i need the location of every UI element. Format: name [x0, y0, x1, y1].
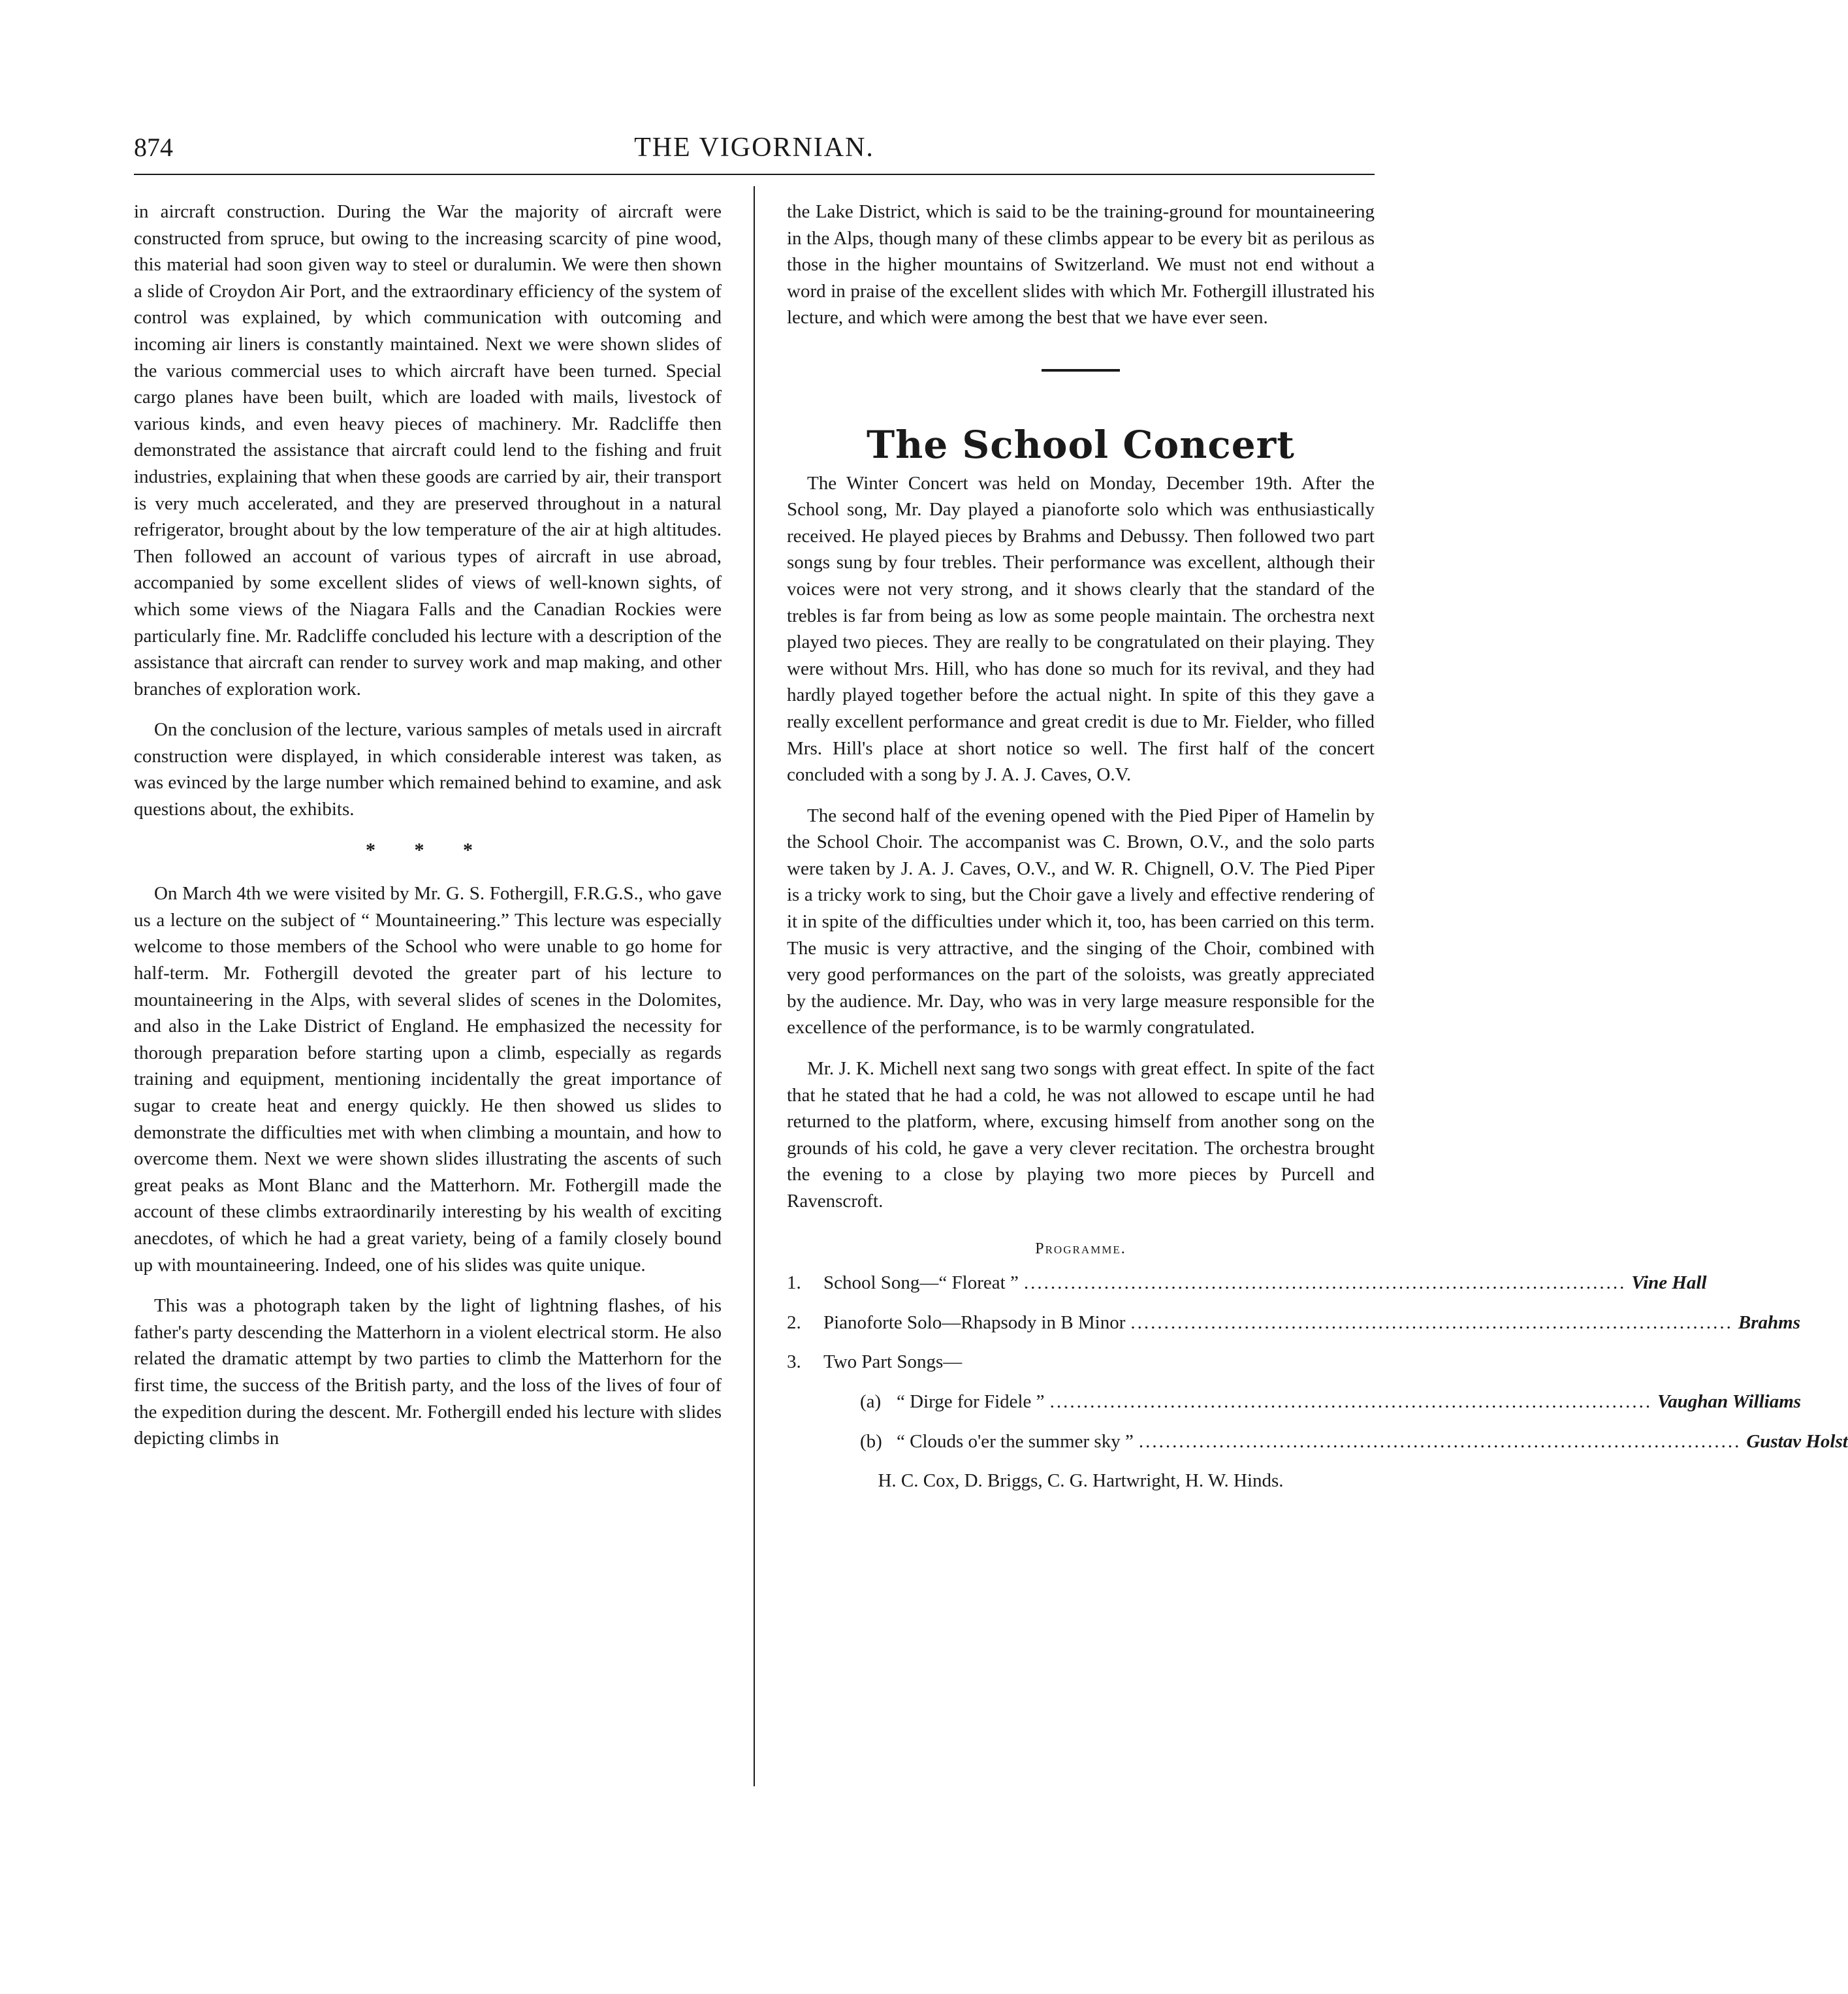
programme-item-composer: Vine Hall: [1631, 1272, 1707, 1294]
page-number: 874: [134, 133, 173, 162]
dot-leader: ..........................................................................................: [1138, 1430, 1742, 1452]
right-column: [787, 199, 1848, 1494]
asterisk-separator: * * *: [366, 839, 490, 861]
left-column: [134, 199, 722, 1466]
paragraph: This was a photograph taken by the light of lightning flashes, of his father's party descending the Matterhorn in a violent electrical storm. He also related the dramatic attempt by two parties to climb the Matterhorn for the first time, the success of the British party, and the loss of the lives of four of the expedition during the descent. Mr. Fothergill ended his lecture with slides depicting climbs in: [134, 1295, 722, 1449]
paragraph: On the conclusion of the lecture, various samples of metals used in aircraft construction were displayed, in which considerable interest was taken, as was evinced by the large number which remained behind to examine, and ask questions about, the exhibits.: [134, 719, 722, 820]
programme-subitem-title: “ Dirge for Fidele ”: [897, 1391, 1045, 1412]
programme-item-composer: Brahms: [1738, 1311, 1800, 1333]
programme-subitem-composer: Vaughan Williams: [1657, 1391, 1802, 1412]
programme-item: [787, 1270, 1707, 1296]
programme-item-number: 3.: [787, 1351, 801, 1373]
paragraph: the Lake District, which is said to be the training-ground for mountaineering in the Alps, though many of these climbs appear to be every bit as perilous as those in the higher mountains of Switzerland. We must not end without a word in praise of the excellent slides with which Mr. Fothergill illustrated his lecture, and which were among the best that we have ever seen.: [787, 201, 1375, 329]
programme-item-number: 2.: [787, 1311, 801, 1333]
column-divider: [754, 186, 755, 1786]
section-break-rule: [1042, 369, 1120, 372]
programme-subitem-title: “ Clouds o'er the summer sky ”: [897, 1430, 1134, 1452]
programme-item-title: Two Part Songs—: [823, 1351, 963, 1373]
programme-item: [787, 1349, 1375, 1375]
programme-subitem: [860, 1428, 1848, 1455]
dot-leader: ..........................................................................................: [1049, 1391, 1653, 1412]
programme-title: Programme.: [1035, 1240, 1126, 1257]
programme-item-title: Pianoforte Solo—Rhapsody in B Minor: [823, 1311, 1126, 1333]
header-rule: [134, 174, 1375, 175]
programme-item-title: School Song—“ Floreat ”: [823, 1272, 1019, 1294]
paragraph: in aircraft construction. During the War the majority of aircraft were constructed from spruce, but owing to the increasing scarcity of pine wood, this material had soon given way to steel or duralumin. We were then shown a slide of Croydon Air Port, and the extraordinary efficiency of the system of control was explained, by which communication with outcoming and incoming air liners is constantly maintained. Next we were shown slides of the various commercial uses to which aircraft have been turned. Special cargo planes have been built, which are loaded with mails, livestock of various kinds, and even heavy pieces of machinery. Mr. Radcliffe then demonstrated the assistance that aircraft could lend to the fishing and fruit industries, explaining that when these goods are carried by air, their transport is very much accelerated, and they are preserved throughout in a natural refrigerator, brought about by the low temperature of the air at high altitudes. Then followed an account of various types of aircraft in use abroad, accompanied by some excellent slides of views of well-known sights, of which some views of the Niagara Falls and the Canadian Rockies were particularly fine. Mr. Radcliffe concluded his lecture with a description of the assistance that aircraft can render to survey work and map making, and other branches of exploration work.: [134, 201, 722, 700]
paragraph: The Winter Concert was held on Monday, December 19th. After the School song, Mr. Day played a pianoforte solo which was enthusiastically received. He played pieces by Brahms and Debussy. Then followed two part songs sung by four trebles. Their performance was excellent, although their voices were not very strong, and it shows clearly that the standard of the trebles is far from being as low as some people maintain. The orchestra next played two pieces. They are really to be congratulated on their playing. They were without Mrs. Hill, who has done so much for its revival, and they had hardly played together before the actual night. In spite of this they gave a really excellent performance and great credit is due to Mr. Fielder, who filled Mrs. Hill's place at short notice so well. The first half of the concert concluded with a song by J. A. J. Caves, O.V.: [787, 472, 1375, 786]
programme-subitem: [860, 1389, 1802, 1415]
running-title: THE VIGORNIAN.: [634, 133, 874, 163]
programme-subitem-label: (b): [860, 1430, 882, 1452]
programme-subitem-composer: Gustav Holst: [1746, 1430, 1848, 1452]
paragraph: Mr. J. K. Michell next sang two songs with great effect. In spite of the fact that he stated that he had a cold, he was not allowed to escape until he had returned to the platform, where, excusing himself from another song on the grounds of his cold, he gave a very clever recitation. The orchestra brought the evening to a close by playing two more pieces by Purcell and Ravenscroft.: [787, 1058, 1375, 1212]
programme-subitem-label: (a): [860, 1391, 882, 1412]
dot-leader: ..........................................................................................: [1130, 1311, 1733, 1333]
programme-item-number: 1.: [787, 1272, 801, 1294]
paragraph: The second half of the evening opened with the Pied Piper of Hamelin by the School Choir. The accompanist was C. Brown, O.V., and the solo parts were taken by J. A. J. Caves, O.V., and W. R. Chignell, O.V. The Pied Piper is a tricky work to sing, but the Choir gave a lively and effective rendering of it in spite of the difficulties under which it, too, has been carried on this term. The music is very attractive, and the singing of the Choir, combined with very good performances on the part of the soloists, was greatly appreciated by the audience. Mr. Day, who was in very large measure responsible for the excellence of the performance, is to be warmly congratulated.: [787, 805, 1375, 1038]
dot-leader: ..........................................................................................: [1023, 1272, 1627, 1294]
programme-performers: H. C. Cox, D. Briggs, C. G. Hartwright, H. W. Hinds.: [878, 1470, 1284, 1492]
programme-item: [787, 1310, 1800, 1336]
page-header: [134, 128, 1375, 167]
section-title: The School Concert: [867, 422, 1295, 467]
paragraph: On March 4th we were visited by Mr. G. S. Fothergill, F.R.G.S., who gave us a lecture on the subject of “ Mountaineering.” This lecture was especially welcome to those members of the School who were unable to go home for half-term. Mr. Fothergill devoted the greater part of his lecture to mountaineering in the Alps, with several slides of scenes in the Dolomites, and also in the Lake District of England. He emphasized the necessity for thorough preparation before starting upon a climb, especially as regards training and equipment, mentioning incidentally the great importance of sugar to create heat and energy quickly. He then showed us slides to demonstrate the difficulties met with when climbing a mountain, and how to overcome them. Next we were shown slides illustrating the ascents of such great peaks as Mont Blanc and the Matterhorn. Mr. Fothergill made the account of these climbs extraordinarily interesting by his wealth of exciting anecdotes, of which he had a great variety, being of a family closely bound up with mountaineering. Indeed, one of his slides was quite unique.: [134, 883, 722, 1276]
